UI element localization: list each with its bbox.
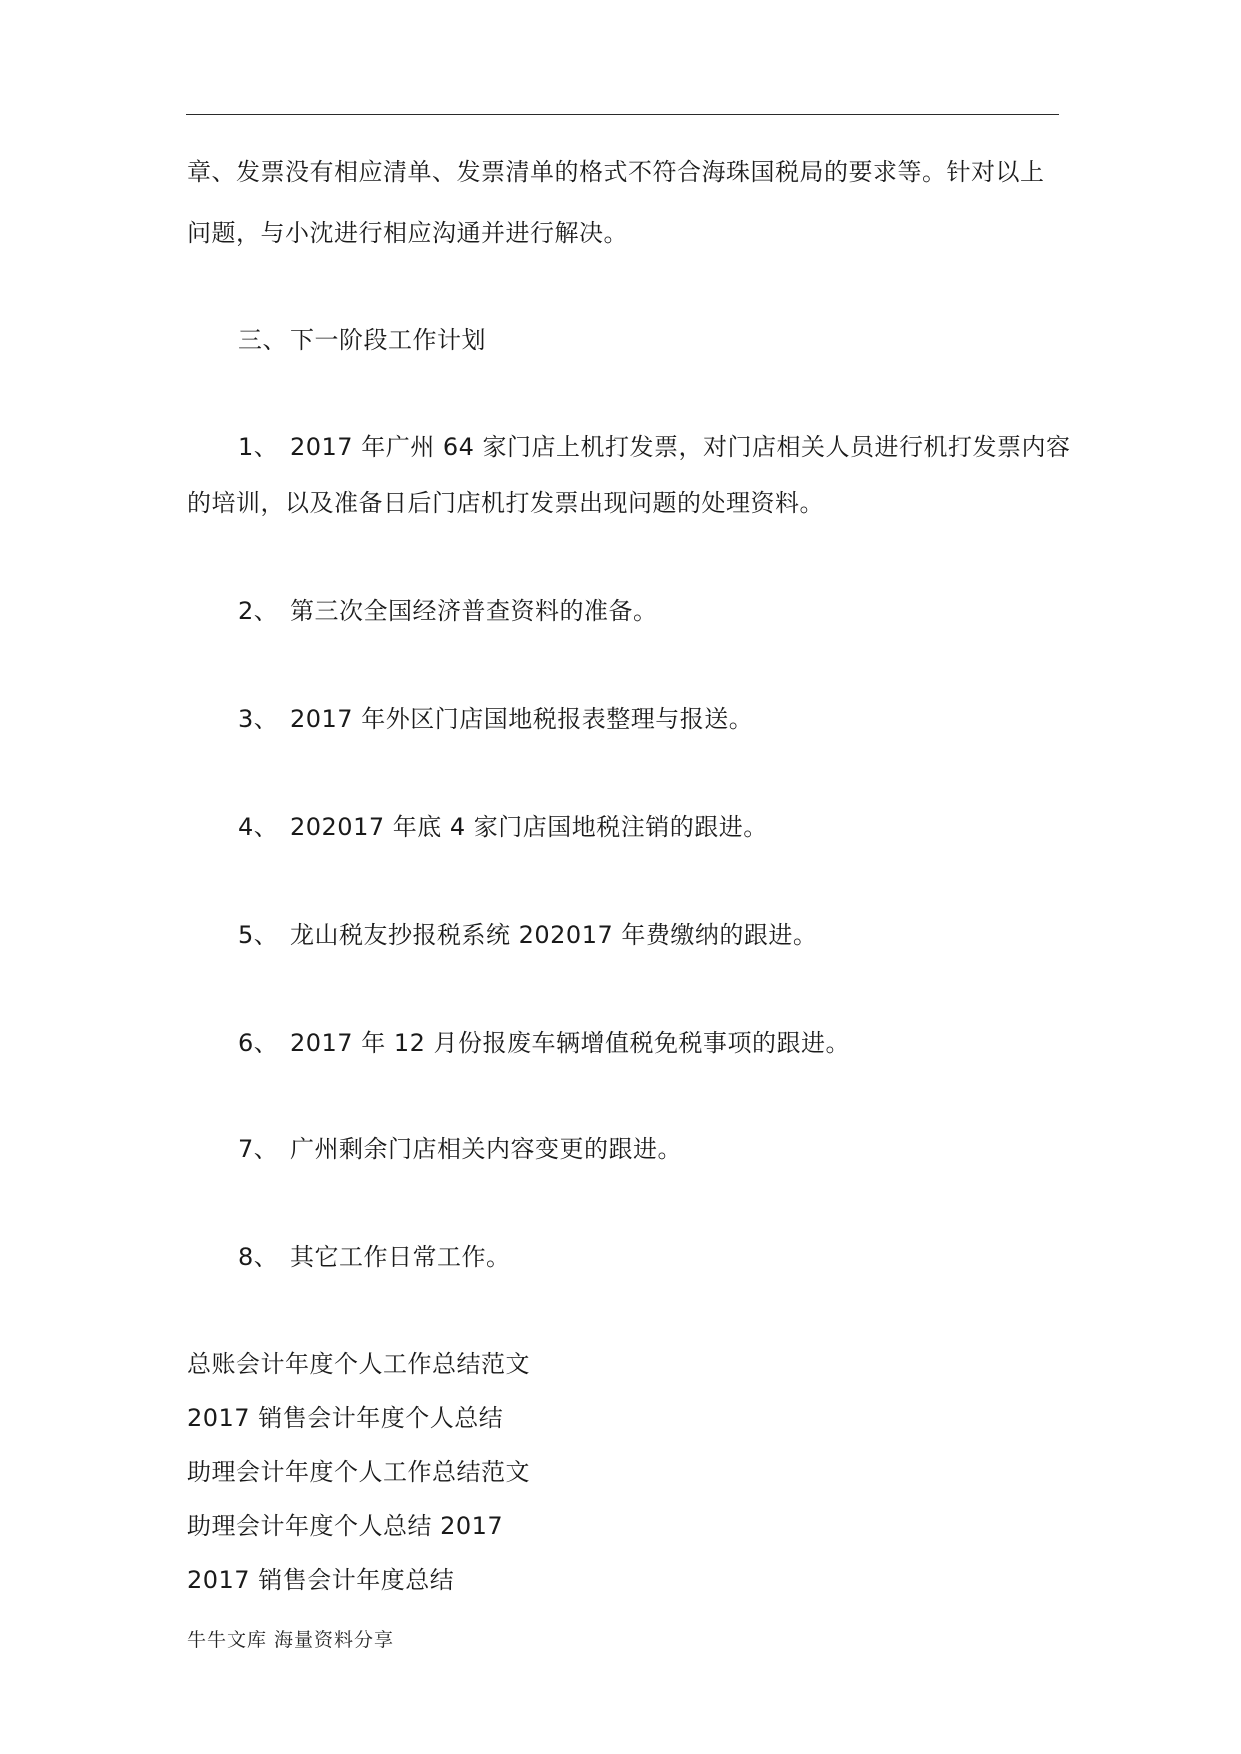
plan-item-6 (238, 1028, 850, 1058)
plan-item-7 (238, 1134, 682, 1164)
section-number: 三、 (238, 326, 287, 354)
plan-item-1 (238, 432, 1071, 462)
section-title: 下一阶段工作计划 (290, 326, 486, 354)
plan-item-3 (238, 704, 753, 734)
plan-item-number: 6、 (238, 1029, 279, 1057)
plan-item-4 (238, 812, 768, 842)
plan-item-8 (238, 1242, 511, 1272)
section-heading (238, 325, 486, 355)
related-link-2[interactable]: 2017 销售会计年度个人总结 (187, 1404, 504, 1432)
plan-item-text: 2017 年广州 64 家门店上机打发票，对门店相关人员进行机打发票内容 (290, 433, 1071, 461)
intro-line-1: 章、发票没有相应清单、发票清单的格式不符合海珠国税局的要求等。针对以上 (187, 158, 1045, 186)
plan-item-text: 2017 年 12 月份报废车辆增值税免税事项的跟进。 (290, 1029, 851, 1057)
plan-item-number: 4、 (238, 813, 279, 841)
plan-item-number: 7、 (238, 1135, 279, 1163)
related-link-3[interactable]: 助理会计年度个人工作总结范文 (187, 1458, 530, 1486)
plan-item-number: 2、 (238, 597, 279, 625)
plan-item-1-continuation: 的培训，以及准备日后门店机打发票出现问题的处理资料。 (187, 489, 824, 517)
plan-item-text: 2017 年外区门店国地税报表整理与报送。 (290, 705, 754, 733)
related-link-1[interactable]: 总账会计年度个人工作总结范文 (187, 1350, 530, 1378)
plan-item-number: 3、 (238, 705, 279, 733)
header-rule (186, 114, 1059, 115)
plan-item-text: 第三次全国经济普查资料的准备。 (290, 597, 658, 625)
plan-item-text: 广州剩余门店相关内容变更的跟进。 (290, 1135, 682, 1163)
plan-item-number: 8、 (238, 1243, 279, 1271)
plan-item-text: 其它工作日常工作。 (290, 1243, 511, 1271)
footer-text: 牛牛文库 海量资料分享 (187, 1629, 395, 1651)
plan-item-5 (238, 920, 817, 950)
related-link-5[interactable]: 2017 销售会计年度总结 (187, 1566, 455, 1594)
intro-line-2: 问题，与小沈进行相应沟通并进行解决。 (187, 219, 628, 247)
plan-item-text: 龙山税友抄报税系统 202017 年费缴纳的跟进。 (290, 921, 818, 949)
plan-item-2 (238, 596, 658, 626)
plan-item-number: 5、 (238, 921, 279, 949)
plan-item-number: 1、 (238, 433, 279, 461)
related-link-4[interactable]: 助理会计年度个人总结 2017 (187, 1512, 504, 1540)
plan-item-text: 202017 年底 4 家门店国地税注销的跟进。 (290, 813, 768, 841)
